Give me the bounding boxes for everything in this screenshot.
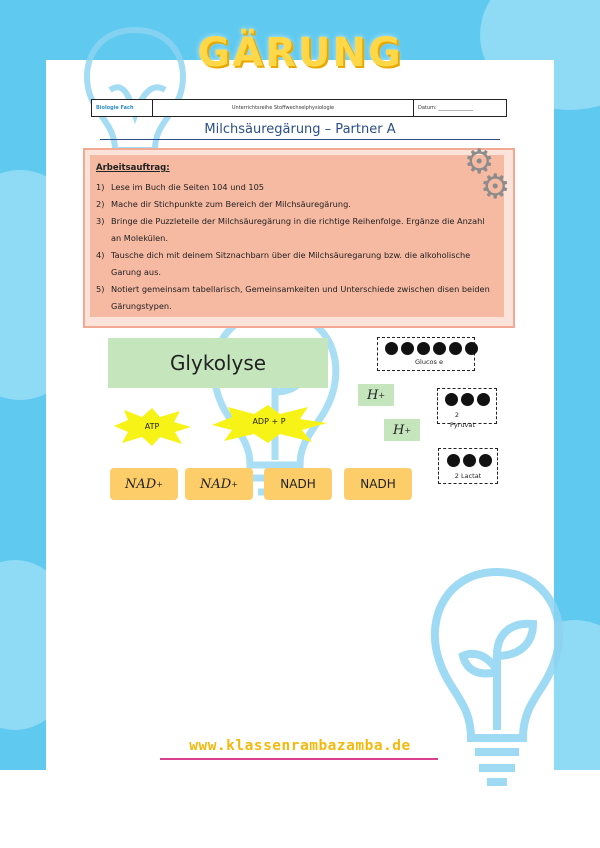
nadh-card[interactable]: NADH xyxy=(344,468,412,500)
header-date: Datum: ______________ xyxy=(418,105,474,111)
task-heading: Arbeitsauftrag: xyxy=(96,163,170,173)
header-table xyxy=(91,99,507,117)
lactat-label: 2 Lactat xyxy=(454,472,482,480)
task-box xyxy=(90,155,504,317)
worksheet-subtitle: Milchsäuregärung – Partner A xyxy=(100,122,500,140)
glucose-card[interactable] xyxy=(377,337,475,371)
gear-icon: ⚙ xyxy=(464,142,495,182)
pyruvat-label: Pyruvat xyxy=(450,421,475,429)
lightbulb-icon xyxy=(415,560,580,800)
nad-plus-card[interactable]: NAD + xyxy=(185,468,253,500)
list-item: 1) Lese im Buch die Seiten 104 und 105 xyxy=(96,182,265,192)
gear-icon: ⚙ xyxy=(480,167,511,207)
pyruvat-card[interactable] xyxy=(437,388,497,424)
nad-plus-card[interactable]: NAD + xyxy=(110,468,178,500)
adp-star[interactable] xyxy=(210,405,328,443)
list-item: 3) Bringe die Puzzleteile der Milchsäuregärung in die richtige Reihenfolge. Ergänze die Anzahl an Molekülen. xyxy=(96,216,485,243)
glucose-label: Glucos e xyxy=(415,358,443,366)
glykolyse-card[interactable]: Glykolyse xyxy=(108,338,328,388)
header-series: Unterrichtsreihe Stoffwechselphysiologie xyxy=(153,100,414,116)
molecule-dots xyxy=(445,393,490,406)
h-plus-card[interactable]: H + xyxy=(358,384,394,406)
molecule-dots xyxy=(447,454,492,467)
molecule-dots xyxy=(385,342,478,355)
atp-star[interactable] xyxy=(112,408,192,446)
list-item: 2) Mache dir Stichpunkte zum Bereich der Milchsäuregärung. xyxy=(96,199,351,209)
task-list xyxy=(90,179,504,315)
atp-label: ATP xyxy=(144,422,160,431)
adp-label: ADP + P xyxy=(252,417,286,426)
footer-underline xyxy=(160,758,438,760)
footer-website[interactable]: www.klassenrambazamba.de xyxy=(189,738,411,754)
list-item: 5) Notiert gemeinsam tabellarisch, Gemeinsamkeiten und Unterschiede zwischen disen beiden Gärungstypen. xyxy=(96,284,490,311)
h-plus-card[interactable]: H + xyxy=(384,419,420,441)
page-title: GÄRUNG xyxy=(197,30,403,76)
header-subject: Biologie Fach xyxy=(92,100,153,116)
lactat-card[interactable] xyxy=(438,448,498,484)
pyruvat-count: 2 xyxy=(454,411,460,419)
nadh-card[interactable]: NADH xyxy=(264,468,332,500)
list-item: 4) Tausche dich mit deinem Sitznachbarn über die Milchsäuregarung bzw. die alkoholische Garung aus. xyxy=(96,250,471,277)
